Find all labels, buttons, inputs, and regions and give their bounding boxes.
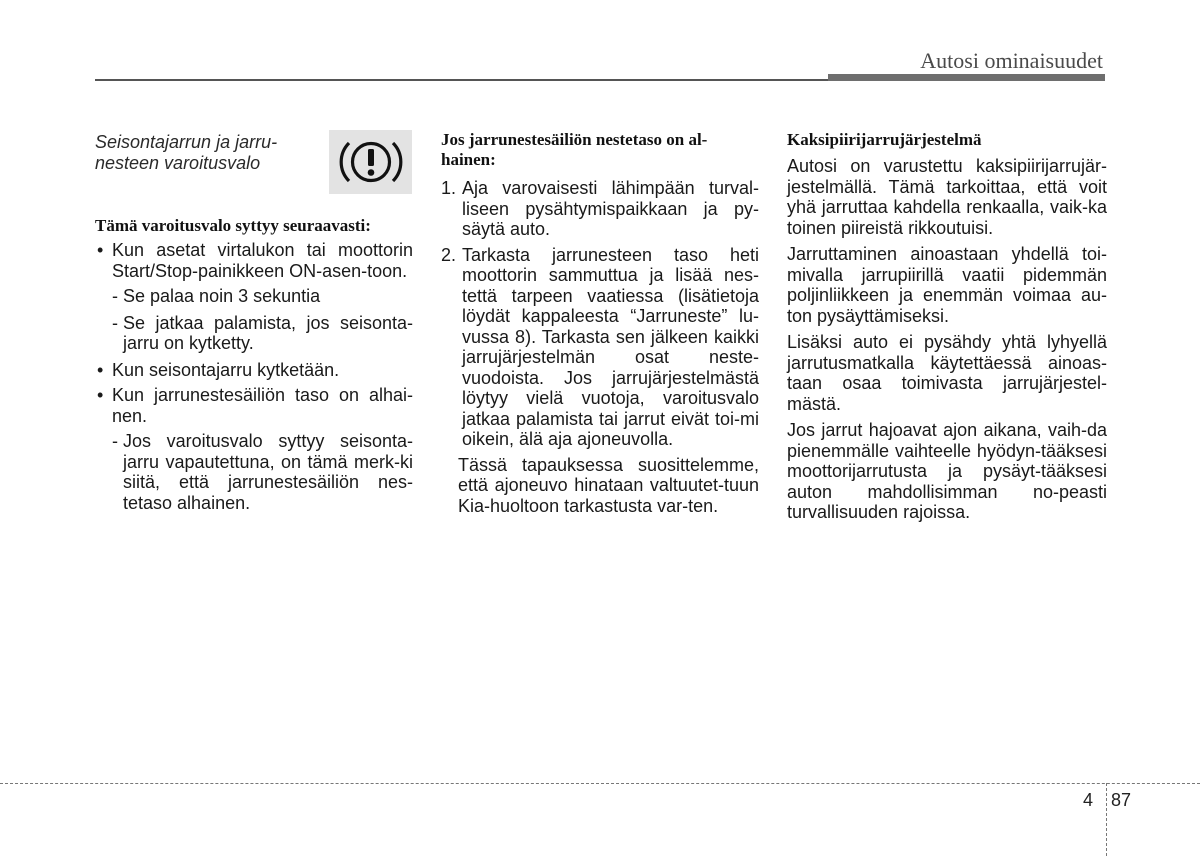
sub-list-item: - Jos varoitusvalo syttyy seisonta-jarru vapautettuna, on tämä merk-ki siitä, että jarrunestesäiliön nes-tetaso alhainen. xyxy=(112,431,413,513)
numbered-item: 2. Tarkasta jarrunesteen taso heti moottorin sammuttua ja lisää nes-tettä tarpeen vaatiessa (lisätietoja löydät kappaleesta “Jarruneste” lu-vussa 8). Tarkasta sen jälkeen kaikki jarrujärjestelmän osat neste-vuodoista. Jos jarrujärjestelmästä löytyy vielä vuotoja, varoitusvalo jatkaa palamista tai jarrut eivät toi-mi oikein, älä aja ajoneuvolla. xyxy=(441,244,759,449)
list-item: • Kun asetat virtalukon tai moottorin Start/Stop-painikkeen ON-asen-toon. xyxy=(95,240,413,281)
sub-list-text: Se jatkaa palamista, jos seisonta-jarru on kytketty. xyxy=(123,312,413,353)
section-title: Seisontajarrun ja jarru-nesteen varoitusvalo xyxy=(95,132,278,173)
paragraph: Lisäksi auto ei pysähdy yhtä lyhyellä jarrutusmatkalla käytettäessä ainoas-taan osaa toimivasta jarrujärjestel-mästä. xyxy=(787,332,1107,414)
page-number: 87 xyxy=(1111,790,1132,810)
list-item: • Kun jarrunestesäiliön taso on alhai-nen. xyxy=(95,385,413,426)
brake-warning-box xyxy=(329,130,412,194)
sub-list-item: - Se jatkaa palamista, jos seisonta-jarru on kytketty. xyxy=(112,312,413,353)
section-heading: Jos jarrunestesäiliön nestetaso on al-hainen: xyxy=(441,130,708,169)
header-rule-accent xyxy=(828,74,1105,81)
header-title: Autosi ominaisuudet xyxy=(920,48,1103,73)
column-right xyxy=(787,130,1107,529)
numbered-item: 1. Aja varovaisesti lähimpään turval-liseen pysähtymispaikkaan ja py-säytä auto. xyxy=(441,178,759,239)
footer-rule xyxy=(0,783,1200,784)
sub-list-text: Se palaa noin 3 sekuntia xyxy=(123,286,321,306)
numbered-item-text: Tarkasta jarrunesteen taso heti moottorin sammuttua ja lisää nes-tettä tarpeen vaatiessa (lisätietoja löydät kappaleesta “Jarruneste” lu-vussa 8). Tarkasta sen jälkeen kaikki jarrujärjestelmän osat neste-vuodoista. Jos jarrujärjestelmästä löytyy vielä vuotoja, varoitusvalo jatkaa palamista tai jarrut eivät toi-mi oikein, älä aja ajoneuvolla. xyxy=(462,244,759,449)
chapter-number: 4 xyxy=(1083,790,1094,810)
paragraph: Jarruttaminen ainoastaan yhdellä toi-mivalla jarrupiirillä vaatii pidemmän poljinliikkeen ja enemmän voimaa au-ton pysäyttämiseksi. xyxy=(787,244,1107,326)
paragraph: Jos jarrut hajoavat ajon aikana, vaih-da pienemmälle vaihteelle hyödyn-tääksesi moottorijarrutusta ja pysäyt-tääksesi auton mahdollisimman no-peasti turvallisuuden rajoissa. xyxy=(787,420,1107,522)
sub-list-text: Jos varoitusvalo syttyy seisonta-jarru vapautettuna, on tämä merk-ki siitä, että jarrunestesäiliön nes-tetaso alhainen. xyxy=(123,431,413,513)
sub-list-item: - Se palaa noin 3 sekuntia xyxy=(112,286,321,306)
column-left xyxy=(95,130,413,519)
brake-warning-icon xyxy=(337,135,405,189)
footer-divider xyxy=(1106,783,1107,856)
paragraph: Autosi on varustettu kaksipiirijarrujär-jestelmällä. Tämä tarkoittaa, että voit yhä jarruttaa kahdella renkaalla, vaik-ka toinen piireistä rikkoutuisi. xyxy=(787,156,1107,238)
column-middle xyxy=(441,130,759,522)
section-heading: Tämä varoitusvalo syttyy seuraavasti: xyxy=(95,216,371,235)
section-heading: Kaksipiirijarrujärjestelmä xyxy=(787,130,982,149)
numbered-item-text: Aja varovaisesti lähimpään turval-liseen pysähtymispaikkaan ja py-säytä auto. xyxy=(462,178,759,239)
list-item: • Kun seisontajarru kytketään. xyxy=(95,360,413,381)
header-rule xyxy=(95,79,830,81)
paragraph: Tässä tapauksessa suosittelemme, että ajoneuvo hinataan valtuutet-tuun Kia-huoltoon tarkastusta var-ten. xyxy=(458,454,759,516)
